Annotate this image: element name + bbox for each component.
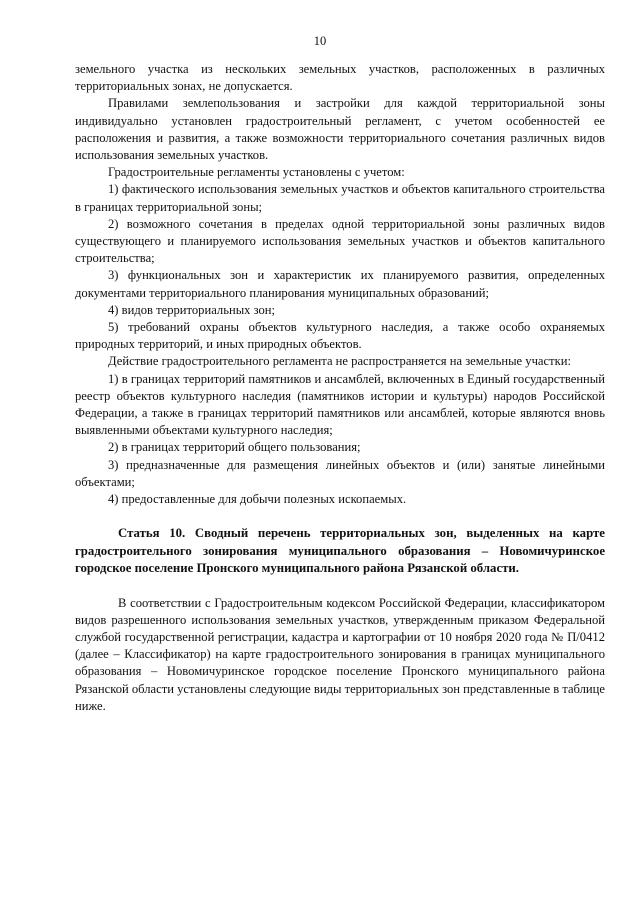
list-item-1: 1) фактического использования земельных участков и объектов капитального строительства в границах территориальной зоны; <box>75 182 605 214</box>
list-item-3: 3) функциональных зон и характеристик их планируемого развития, определенных документами территориального планирования муниципальных образований; <box>75 268 605 300</box>
exemption-item-4: 4) предоставленные для добычи полезных ископаемых. <box>108 492 407 507</box>
page-number: 10 <box>313 34 327 48</box>
exemption-item-3: 3) предназначенные для размещения линейных объектов и (или) занятые линейными объектами; <box>75 457 605 489</box>
list-item-2: 2) возможного сочетания в пределах одной территориальной зоны различных видов существующего и планируемого использования земельных участков и объектов капитального строительства; <box>75 216 605 266</box>
list-item-4: 4) видов территориальных зон; <box>108 302 276 317</box>
exemption-item-2: 2) в границах территорий общего пользования; <box>108 440 361 455</box>
article-body: В соответствии с Градостроительным кодексом Российской Федерации, классификатором видов разрешенного использования земельных участков, утвержденным приказом Федеральной службой государственной регистрации, кадастра и картографии от 10 ноября 2020 года № П/0412 (далее – Классификатор) на карте градостроительного зонирования в границах муниципального образования – Новомичуринское городское поселение Пронского муниципального района Рязанской области установлены следующие виды территориальных зон представленные в таблице ниже. <box>75 595 605 713</box>
paragraph-regulations-intro: Градостроительные регламенты установлены с учетом: <box>108 165 405 180</box>
paragraph-exemptions-intro: Действие градостроительного регламента не распространяется на земельные участки: <box>108 354 571 369</box>
document-body <box>75 61 605 715</box>
paragraph-rules: Правилами землепользования и застройки для каждой территориальной зоны индивидуально установлен градостроительный регламент, с учетом особенностей ее расположения и развития, а также возможности территориального сочетания различных видов использования земельных участков. <box>75 96 605 163</box>
exemption-item-1: 1) в границах территорий памятников и ансамблей, включенных в Единый государственный реестр объектов культурного наследия (памятников истории и культуры) народов Российской Федерации, а также в границах территорий памятников или ансамблей, которые являются вновь выявленными объектами культурного наследия; <box>75 371 605 438</box>
paragraph-continuation: земельного участка из нескольких земельных участков, расположенных в различных территориальных зонах, не допускается. <box>75 62 605 94</box>
article-heading: Статья 10. Сводный перечень территориальных зон, выделенных на карте градостроительного зонирования муниципального образования – Новомичуринское городское поселение Пронского муниципального района Рязанской области. <box>75 526 605 576</box>
list-item-5: 5) требований охраны объектов культурного наследия, а также особо охраняемых природных территорий, и иных природных объектов. <box>75 320 605 352</box>
